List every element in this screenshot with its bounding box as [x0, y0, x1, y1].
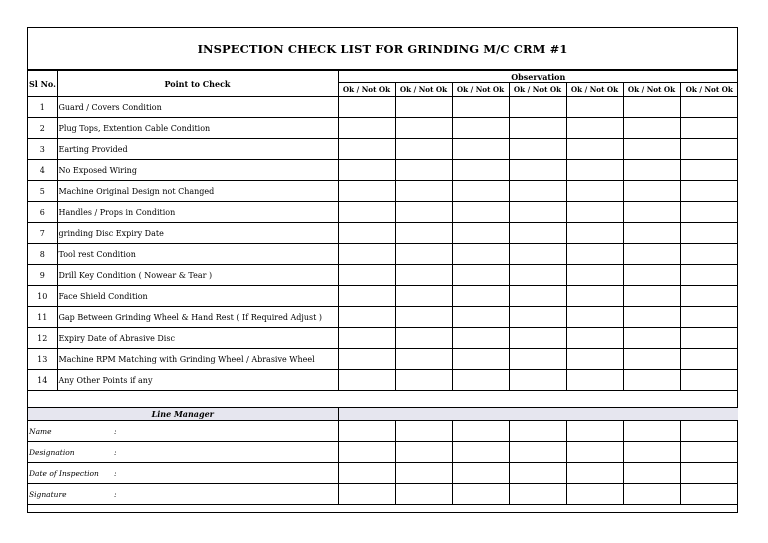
point-to-check-cell: Guard / Covers Condition — [57, 97, 338, 118]
signoff-cell[interactable] — [566, 442, 623, 463]
point-to-check-cell: Drill Key Condition ( Nowear & Tear ) — [57, 265, 338, 286]
table-row — [28, 223, 738, 244]
observation-cell[interactable] — [566, 244, 623, 265]
signoff-cell[interactable] — [566, 463, 623, 484]
observation-cell[interactable] — [623, 97, 680, 118]
observation-cell[interactable] — [566, 139, 623, 160]
line-manager-fill — [338, 408, 738, 421]
observation-cell[interactable] — [623, 244, 680, 265]
signoff-cell[interactable] — [338, 463, 395, 484]
observation-cell[interactable] — [680, 97, 738, 118]
signoff-label: Name — [29, 426, 52, 436]
observation-cell[interactable] — [395, 118, 452, 139]
table-row — [28, 118, 738, 139]
observation-cell[interactable] — [566, 181, 623, 202]
table-row — [28, 202, 738, 223]
observation-cell[interactable] — [566, 118, 623, 139]
signoff-field[interactable] — [28, 421, 338, 442]
observation-cell[interactable] — [509, 160, 566, 181]
observation-cell[interactable] — [566, 223, 623, 244]
observation-cell[interactable] — [623, 370, 680, 391]
spacer-cell — [28, 391, 738, 408]
observation-cell[interactable] — [338, 223, 395, 244]
observation-cell[interactable] — [452, 118, 509, 139]
observation-cell[interactable] — [509, 286, 566, 307]
observation-cell[interactable] — [509, 307, 566, 328]
table-row — [28, 349, 738, 370]
ok-not-ok-header: Ok / Not Ok — [509, 83, 566, 97]
observation-cell[interactable] — [452, 97, 509, 118]
sl-no-cell: 5 — [28, 181, 57, 202]
sl-no-cell: 7 — [28, 223, 57, 244]
observation-cell[interactable] — [509, 181, 566, 202]
signoff-row — [28, 421, 738, 442]
observation-cell[interactable] — [623, 286, 680, 307]
point-to-check-cell: Handles / Props in Condition — [57, 202, 338, 223]
sl-no-cell: 3 — [28, 139, 57, 160]
sl-no-cell: 12 — [28, 328, 57, 349]
observation-cell[interactable] — [680, 370, 738, 391]
table-row — [28, 181, 738, 202]
observation-cell[interactable] — [680, 286, 738, 307]
point-to-check-header: Point to Check — [57, 71, 338, 97]
signoff-field[interactable] — [28, 463, 338, 484]
signoff-colon: : — [114, 427, 117, 436]
signoff-cell[interactable] — [452, 463, 509, 484]
sl-no-cell: 11 — [28, 307, 57, 328]
signoff-cell[interactable] — [623, 421, 680, 442]
observation-cell[interactable] — [452, 160, 509, 181]
observation-cell[interactable] — [452, 349, 509, 370]
observation-cell[interactable] — [623, 181, 680, 202]
observation-cell[interactable] — [680, 307, 738, 328]
observation-cell[interactable] — [395, 139, 452, 160]
point-to-check-cell: No Exposed Wiring — [57, 160, 338, 181]
signoff-cell[interactable] — [452, 421, 509, 442]
observation-cell[interactable] — [566, 202, 623, 223]
observation-cell[interactable] — [680, 181, 738, 202]
signoff-cell[interactable] — [623, 463, 680, 484]
observation-cell[interactable] — [395, 97, 452, 118]
observation-cell[interactable] — [680, 139, 738, 160]
sl-no-header: Sl No. — [28, 71, 57, 97]
observation-cell[interactable] — [452, 286, 509, 307]
signoff-cell[interactable] — [509, 463, 566, 484]
observation-cell[interactable] — [338, 244, 395, 265]
signoff-row — [28, 442, 738, 463]
signoff-colon: : — [114, 490, 117, 499]
ok-not-ok-header: Ok / Not Ok — [623, 83, 680, 97]
ok-not-ok-header: Ok / Not Ok — [452, 83, 509, 97]
observation-cell[interactable] — [509, 202, 566, 223]
table-row — [28, 97, 738, 118]
line-manager-row — [28, 408, 738, 421]
observation-cell[interactable] — [566, 370, 623, 391]
signoff-cell[interactable] — [509, 484, 566, 505]
observation-cell[interactable] — [395, 307, 452, 328]
observation-cell[interactable] — [452, 139, 509, 160]
table-row — [28, 265, 738, 286]
sl-no-cell: 8 — [28, 244, 57, 265]
signoff-cell[interactable] — [395, 484, 452, 505]
observation-cell[interactable] — [509, 97, 566, 118]
ok-not-ok-header: Ok / Not Ok — [566, 83, 623, 97]
observation-cell[interactable] — [566, 349, 623, 370]
observation-cell[interactable] — [566, 97, 623, 118]
observation-cell[interactable] — [452, 181, 509, 202]
observation-cell[interactable] — [566, 328, 623, 349]
observation-cell[interactable] — [395, 349, 452, 370]
signoff-label: Date of Inspection — [29, 468, 99, 478]
observation-cell[interactable] — [395, 181, 452, 202]
table-row — [28, 307, 738, 328]
signoff-cell[interactable] — [680, 442, 738, 463]
observation-cell[interactable] — [623, 223, 680, 244]
observation-cell[interactable] — [509, 265, 566, 286]
observation-cell[interactable] — [509, 349, 566, 370]
ok-not-ok-header: Ok / Not Ok — [338, 83, 395, 97]
observation-cell[interactable] — [338, 202, 395, 223]
observation-cell[interactable] — [338, 370, 395, 391]
point-to-check-cell: Tool rest Condition — [57, 244, 338, 265]
signoff-label: Designation — [29, 447, 75, 457]
spacer-row — [28, 391, 738, 408]
point-to-check-cell: Plug Tops, Extention Cable Condition — [57, 118, 338, 139]
point-to-check-cell: Gap Between Grinding Wheel & Hand Rest ( If Required Adjust ) — [57, 307, 338, 328]
observation-cell[interactable] — [395, 265, 452, 286]
observation-cell[interactable] — [338, 160, 395, 181]
sl-no-cell: 9 — [28, 265, 57, 286]
observation-cell[interactable] — [395, 160, 452, 181]
signoff-cell[interactable] — [395, 463, 452, 484]
table-row — [28, 286, 738, 307]
observation-cell[interactable] — [680, 202, 738, 223]
observation-cell[interactable] — [509, 223, 566, 244]
table-row — [28, 370, 738, 391]
point-to-check-cell: Any Other Points if any — [57, 370, 338, 391]
observation-cell[interactable] — [452, 307, 509, 328]
sl-no-cell: 6 — [28, 202, 57, 223]
signoff-cell[interactable] — [680, 463, 738, 484]
sl-no-cell: 4 — [28, 160, 57, 181]
observation-cell[interactable] — [623, 139, 680, 160]
signoff-row — [28, 463, 738, 484]
observation-cell[interactable] — [338, 97, 395, 118]
sl-no-cell: 1 — [28, 97, 57, 118]
page-title: INSPECTION CHECK LIST FOR GRINDING M/C CRM #1 — [28, 28, 737, 70]
checklist-table — [28, 70, 738, 505]
signoff-cell[interactable] — [452, 442, 509, 463]
observation-cell[interactable] — [509, 370, 566, 391]
observation-cell[interactable] — [680, 118, 738, 139]
observation-cell[interactable] — [395, 370, 452, 391]
observation-cell[interactable] — [623, 202, 680, 223]
observation-cell[interactable] — [452, 265, 509, 286]
signoff-cell[interactable] — [623, 484, 680, 505]
signoff-cell[interactable] — [395, 421, 452, 442]
observation-cell[interactable] — [395, 286, 452, 307]
point-to-check-cell: Earting Provided — [57, 139, 338, 160]
signoff-cell[interactable] — [338, 421, 395, 442]
observation-cell[interactable] — [680, 244, 738, 265]
observation-cell[interactable] — [452, 202, 509, 223]
ok-not-ok-header: Ok / Not Ok — [395, 83, 452, 97]
signoff-field[interactable] — [28, 484, 338, 505]
sl-no-cell: 13 — [28, 349, 57, 370]
ok-not-ok-header: Ok / Not Ok — [680, 83, 738, 97]
observation-cell[interactable] — [452, 244, 509, 265]
observation-cell[interactable] — [452, 328, 509, 349]
signoff-cell[interactable] — [338, 442, 395, 463]
observation-cell[interactable] — [566, 286, 623, 307]
signoff-label: Signature — [29, 489, 67, 499]
observation-cell[interactable] — [623, 118, 680, 139]
observation-cell[interactable] — [623, 349, 680, 370]
observation-cell[interactable] — [680, 328, 738, 349]
point-to-check-cell: Machine RPM Matching with Grinding Wheel / Abrasive Wheel — [57, 349, 338, 370]
observation-cell[interactable] — [680, 265, 738, 286]
observation-cell[interactable] — [623, 328, 680, 349]
observation-cell[interactable] — [566, 265, 623, 286]
sl-no-cell: 14 — [28, 370, 57, 391]
observation-cell[interactable] — [680, 349, 738, 370]
signoff-row — [28, 484, 738, 505]
observation-cell[interactable] — [623, 160, 680, 181]
point-to-check-cell: Expiry Date of Abrasive Disc — [57, 328, 338, 349]
observation-cell[interactable] — [338, 118, 395, 139]
line-manager-label: Line Manager — [28, 408, 338, 421]
table-row — [28, 139, 738, 160]
signoff-cell[interactable] — [680, 484, 738, 505]
point-to-check-cell: grinding Disc Expiry Date — [57, 223, 338, 244]
signoff-colon: : — [114, 469, 117, 478]
observation-cell[interactable] — [395, 244, 452, 265]
observation-cell[interactable] — [338, 286, 395, 307]
observation-cell[interactable] — [338, 181, 395, 202]
signoff-cell[interactable] — [338, 484, 395, 505]
observation-cell[interactable] — [452, 370, 509, 391]
observation-cell[interactable] — [623, 265, 680, 286]
observation-cell[interactable] — [395, 202, 452, 223]
table-row — [28, 328, 738, 349]
checklist-body — [28, 97, 738, 505]
signoff-cell[interactable] — [566, 421, 623, 442]
signoff-cell[interactable] — [623, 442, 680, 463]
sl-no-cell: 2 — [28, 118, 57, 139]
table-row — [28, 244, 738, 265]
observation-cell[interactable] — [338, 328, 395, 349]
signoff-cell[interactable] — [566, 484, 623, 505]
signoff-colon: : — [114, 448, 117, 457]
observation-cell[interactable] — [680, 223, 738, 244]
observation-cell[interactable] — [395, 328, 452, 349]
observation-cell[interactable] — [566, 160, 623, 181]
observation-cell[interactable] — [395, 223, 452, 244]
observation-cell[interactable] — [566, 307, 623, 328]
observation-cell[interactable] — [509, 139, 566, 160]
observation-cell[interactable] — [509, 244, 566, 265]
point-to-check-cell: Face Shield Condition — [57, 286, 338, 307]
observation-header: Observation — [338, 71, 738, 83]
sl-no-cell: 10 — [28, 286, 57, 307]
observation-cell[interactable] — [338, 265, 395, 286]
observation-cell[interactable] — [338, 139, 395, 160]
signoff-cell[interactable] — [509, 442, 566, 463]
signoff-cell[interactable] — [395, 442, 452, 463]
observation-cell[interactable] — [452, 223, 509, 244]
signoff-field[interactable] — [28, 442, 338, 463]
checklist-sheet — [27, 27, 738, 513]
observation-cell[interactable] — [338, 307, 395, 328]
observation-cell[interactable] — [509, 328, 566, 349]
observation-cell[interactable] — [680, 160, 738, 181]
observation-cell[interactable] — [623, 307, 680, 328]
table-row — [28, 160, 738, 181]
signoff-cell[interactable] — [680, 421, 738, 442]
point-to-check-cell: Machine Original Design not Changed — [57, 181, 338, 202]
observation-cell[interactable] — [338, 349, 395, 370]
signoff-cell[interactable] — [452, 484, 509, 505]
observation-cell[interactable] — [509, 118, 566, 139]
signoff-cell[interactable] — [509, 421, 566, 442]
